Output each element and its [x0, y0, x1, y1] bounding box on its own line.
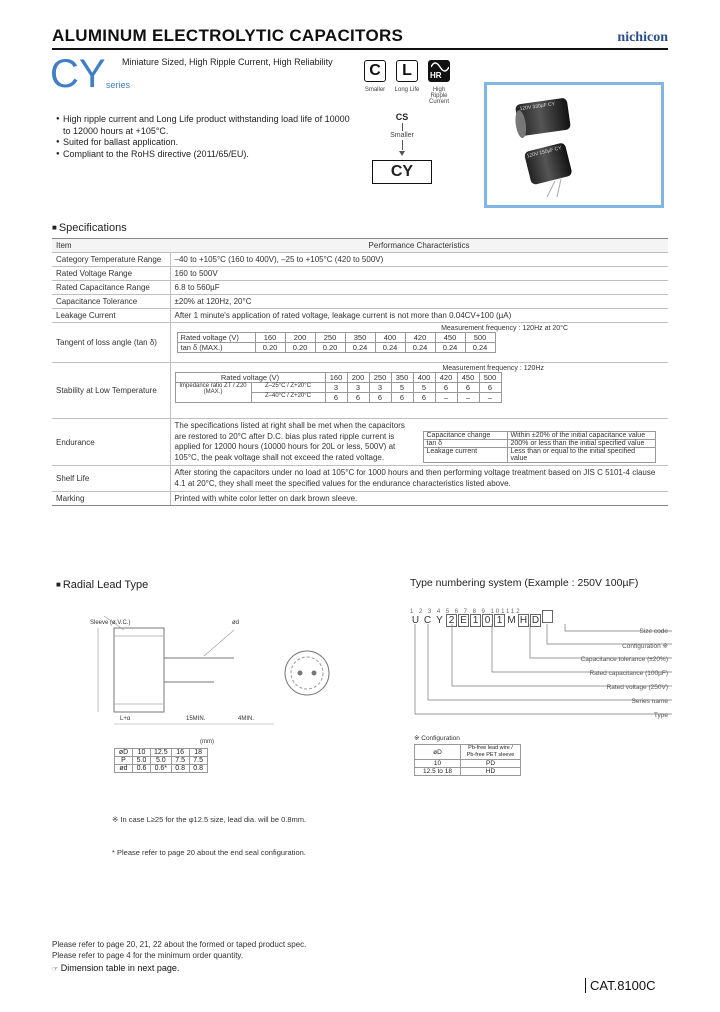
config-header: Pb-free lead wire / Pb-free PET sleeve [461, 745, 521, 760]
tangent-voltage: 160 [255, 333, 285, 343]
lowtemp-value: – [457, 393, 479, 403]
family-connector [402, 140, 403, 150]
type-position: 11 [501, 609, 511, 615]
dimension-table [114, 748, 208, 773]
lowtemp-value: 5 [391, 383, 413, 393]
type-char: H [519, 615, 528, 626]
type-label: Rated voltage (250V) [606, 684, 668, 691]
type-char: U [411, 615, 420, 626]
lead-dia-label: ød [232, 620, 240, 626]
dim-cell: ød [115, 765, 133, 773]
dim-min-label: 4MIN. [238, 716, 255, 722]
spec-header-item: Item [52, 239, 170, 253]
dim-cell: 0.6 [133, 765, 151, 773]
type-position: 1 [410, 609, 419, 615]
type-position: 10 [490, 609, 502, 615]
wave-icon [431, 62, 449, 72]
type-label: Series name [631, 698, 668, 705]
long-life-badge-icon: L [396, 60, 418, 82]
spec-item: Stability at Low Temperature [52, 363, 170, 419]
lowtemp-voltage-label: Rated voltage (V) [175, 373, 325, 383]
type-char: 2 [446, 614, 457, 627]
tangent-table [177, 332, 496, 353]
tangent-freq-note: Measurement frequency : 120Hz at 20°C [441, 325, 568, 332]
dim-cell: 7.5 [189, 757, 207, 765]
lowtemp-row-label: Z–40°C / Z+20°C [251, 393, 325, 403]
spec-value: After 1 minute's application of rated voltage, leakage current is not more than 0.04CV+100 (µA) [170, 309, 668, 323]
tangent-value: 0.24 [435, 343, 465, 353]
tangent-voltage: 500 [465, 333, 495, 343]
family-connector [402, 123, 403, 131]
criteria-value: Less than or equal to the initial specified value [507, 448, 655, 463]
tangent-voltage-label: Rated voltage (V) [177, 333, 255, 343]
criteria-value: 200% or less than the initial specified value [507, 440, 655, 448]
feature-item: ● Compliant to the RoHS directive (2011/65/EU). [56, 149, 356, 161]
spec-value: Printed with white color letter on dark brown sleeve. [170, 492, 668, 506]
capacitor-photo-illustration [487, 85, 661, 205]
tangent-value: 0.20 [285, 343, 315, 353]
series-word: series [106, 80, 131, 90]
feature-list [56, 114, 356, 160]
spec-value: ±20% at 120Hz, 20°C [170, 295, 668, 309]
type-position: 3 [427, 609, 437, 615]
lowtemp-value: 6 [435, 383, 457, 393]
type-position: 5 [445, 609, 455, 615]
dim-cell: 0.6* [151, 765, 172, 773]
tangent-voltage: 250 [315, 333, 345, 343]
lowtemp-value: 6 [369, 393, 391, 403]
dim-cell: 5.0 [151, 757, 172, 765]
config-cell: 10 [415, 760, 461, 768]
dim-header: 18 [189, 749, 207, 757]
config-title: ※ Configuration [414, 735, 460, 742]
dim-lead-label: 15MIN. [186, 716, 206, 722]
page-title: ALUMINUM ELECTROLYTIC CAPACITORS [52, 26, 404, 45]
spec-item: Rated Voltage Range [52, 267, 170, 281]
type-label: Type [653, 712, 668, 719]
lowtemp-voltage: 420 [435, 373, 457, 383]
footer-note: Please refer to page 4 for the minimum order quantity. [52, 951, 244, 960]
lowtemp-table [175, 372, 502, 403]
high-ripple-badge-symbol: HR [430, 71, 442, 80]
long-life-badge-label: Long Life [394, 87, 420, 93]
criteria-name: Leakage current [423, 448, 507, 463]
type-char: 1 [494, 614, 505, 627]
spec-item: Marking [52, 492, 170, 506]
dim-cell: 7.5 [171, 757, 189, 765]
criteria-name: Capacitance change [423, 432, 507, 440]
spec-value: 160 to 500V [170, 267, 668, 281]
arrow-down-icon [399, 151, 405, 156]
lowtemp-value: – [479, 393, 501, 403]
lowtemp-value: 6 [479, 383, 501, 393]
lowtemp-value: 6 [457, 383, 479, 393]
type-char: Y [436, 615, 443, 626]
lowtemp-value: 6 [325, 393, 347, 403]
type-label: Size code [639, 628, 668, 635]
spec-item: Tangent of loss angle (tan δ) [52, 323, 170, 363]
type-char: C [423, 615, 432, 626]
tangent-voltage: 350 [345, 333, 375, 343]
family-diagram [372, 112, 432, 156]
type-label: Rated capacitance (100µF) [589, 670, 668, 677]
dim-cell: 0.8 [189, 765, 207, 773]
family-lower: CY [372, 160, 432, 184]
lowtemp-freq-note: Measurement frequency : 120Hz [442, 365, 544, 372]
type-position: 6 [454, 609, 464, 615]
family-upper: CS [395, 112, 409, 122]
lowtemp-value: 6 [347, 393, 369, 403]
radial-lead-drawing [84, 612, 294, 732]
spec-item: Rated Capacitance Range [52, 281, 170, 295]
lead-dia-note: ※ In case L≥25 for the φ12.5 size, lead dia. will be 0.8mm. [112, 815, 307, 824]
specifications-table [52, 238, 668, 506]
lowtemp-value: 3 [369, 383, 391, 393]
config-cell: 12.5 to 18 [415, 768, 461, 776]
lowtemp-voltage: 500 [479, 373, 501, 383]
type-position: 2 [418, 609, 428, 615]
spec-item: Endurance [52, 419, 170, 466]
lowtemp-value: – [435, 393, 457, 403]
dim-header: 16 [171, 749, 189, 757]
tangent-value: 0.24 [465, 343, 495, 353]
spec-item: Shelf Life [52, 466, 170, 492]
high-ripple-badge-icon [428, 60, 450, 82]
type-char: E [458, 614, 469, 627]
high-ripple-badge-label: High Ripple Current [428, 87, 449, 105]
dim-header: 10 [133, 749, 151, 757]
tangent-tan-label: tan δ (MAX.) [177, 343, 255, 353]
dimension-table-note [52, 963, 179, 973]
spec-value: –40 to +105°C (160 to 400V), –25 to +105°C (420 to 500V) [170, 253, 668, 267]
impedance-label: Impedance ratio ZT / Z20 (MAX.) [175, 383, 251, 403]
lowtemp-voltage: 350 [391, 373, 413, 383]
feature-item: ● Suited for ballast application. [56, 137, 356, 149]
type-label: Capacitance tolerance (±20%) [580, 656, 668, 663]
lowtemp-row-label: Z–25°C / Z+20°C [251, 383, 325, 393]
type-position: 7 [463, 609, 473, 615]
spec-value: After storing the capacitors under no load at 105°C for 1000 hours and then performing voltage treatment based on JIS C 5101-4 clause 4.1 at 20°C, they shall meet the specified values for the endurance characteristics listed above. [170, 466, 668, 492]
spec-value: 6.8 to 560µF [170, 281, 668, 295]
series-code: CY [50, 52, 106, 96]
type-numbering-heading: Type numbering system (Example : 250V 100µF) [410, 577, 639, 589]
lowtemp-voltage: 450 [457, 373, 479, 383]
config-cell: PD [461, 760, 521, 768]
dim-cell: 0.8 [171, 765, 189, 773]
smaller-badge-label: Smaller [364, 87, 386, 93]
tangent-voltage: 450 [435, 333, 465, 343]
end-seal-note: * Please refer to page 20 about the end seal configuration. [112, 848, 306, 857]
endurance-text: The specifications listed at right shall be met when the capacitors are restored to 20°C after D.C. bias plus rated ripple current is applied for 12000 hours (10000 hours for 20L or less, 500V) at 105°C, the peak voltage shall not exceed the rated voltage. [174, 421, 405, 462]
type-position: 8 [472, 609, 482, 615]
spec-item: Category Temperature Range [52, 253, 170, 267]
feature-item: ● High ripple current and Long Life product withstanding load life of 10000 to 12000 hours at +105°C. [56, 114, 356, 137]
brand-logo: nichicon [617, 30, 668, 45]
dim-length-label: L+α [120, 716, 131, 722]
type-position: 12 [510, 609, 522, 615]
config-cell: HD [461, 768, 521, 776]
title-rule [52, 48, 668, 50]
tangent-voltage: 200 [285, 333, 315, 343]
dim-header: 12.5 [151, 749, 172, 757]
type-char [542, 610, 553, 623]
smaller-badge-icon: C [364, 60, 386, 82]
lowtemp-value: 3 [325, 383, 347, 393]
radial-heading: ■ Radial Lead Type [56, 579, 148, 591]
series-subtitle: Miniature Sized, High Ripple Current, High Reliability [122, 57, 333, 67]
tangent-value: 0.24 [375, 343, 405, 353]
dim-header: øD [115, 749, 133, 757]
product-photo [484, 82, 664, 208]
lowtemp-value: 6 [413, 393, 435, 403]
dim-cell: P [115, 757, 133, 765]
photo-label-bottom: 120V 150µF CY [526, 145, 563, 160]
spec-item: Capacitance Tolerance [52, 295, 170, 309]
lowtemp-voltage: 250 [369, 373, 391, 383]
type-char: 0 [482, 614, 493, 627]
footer-note: Please refer to page 20, 21, 22 about the formed or taped product spec. [52, 940, 307, 949]
lowtemp-value: 6 [391, 393, 413, 403]
lowtemp-value: 3 [347, 383, 369, 393]
type-label: Configuration ※ [622, 643, 668, 650]
criteria-name: tan δ [423, 440, 507, 448]
spec-header-performance: Performance Characteristics [170, 239, 668, 253]
lowtemp-voltage: 160 [325, 373, 347, 383]
tangent-voltage: 420 [405, 333, 435, 343]
tangent-value: 0.20 [255, 343, 285, 353]
family-relation: Smaller [390, 132, 414, 139]
criteria-value: Within ±20% of the initial capacitance value [507, 432, 655, 440]
spec-item: Leakage Current [52, 309, 170, 323]
end-view-drawing [282, 648, 332, 698]
tangent-value: 0.24 [345, 343, 375, 353]
lowtemp-voltage: 200 [347, 373, 369, 383]
type-char: 1 [470, 614, 481, 627]
specifications-heading: ■ Specifications [52, 222, 127, 234]
tangent-voltage: 400 [375, 333, 405, 343]
configuration-table [414, 744, 521, 776]
tangent-value: 0.20 [315, 343, 345, 353]
type-char: D [531, 615, 540, 626]
type-position: 4 [436, 609, 446, 615]
tangent-value: 0.24 [405, 343, 435, 353]
lowtemp-value: 5 [413, 383, 435, 393]
lowtemp-voltage: 400 [413, 373, 435, 383]
pointer-icon: ☞ [52, 966, 59, 973]
sleeve-label: Sleeve (ø.V.C.) [90, 620, 131, 626]
config-header: øD [415, 745, 461, 760]
dim-cell: 5.0 [133, 757, 151, 765]
unit-label: (mm) [200, 739, 214, 745]
type-char: M [507, 615, 516, 626]
endurance-criteria-table [423, 431, 656, 463]
photo-label-top: 120V 330µF CY [519, 101, 556, 113]
dimension-table-text: Dimension table in next page. [60, 963, 180, 973]
catalog-number: CAT.8100C [585, 978, 656, 993]
type-position: 9 [481, 609, 491, 615]
